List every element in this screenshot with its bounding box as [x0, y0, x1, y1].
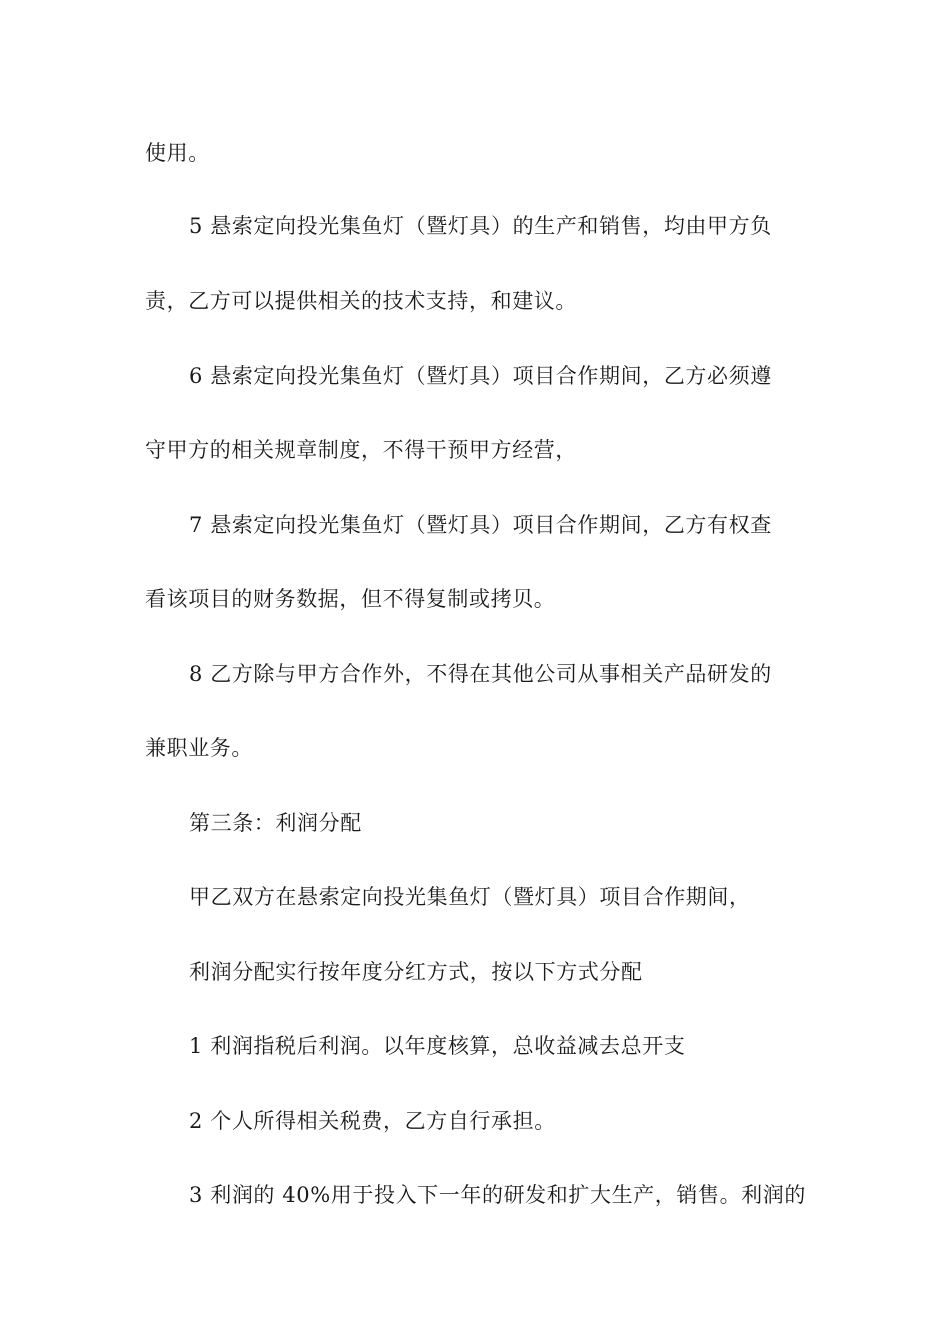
clause-5-line-2: 责，乙方可以提供相关的技术支持，和建议。: [145, 289, 577, 313]
text-line: 使用。: [145, 141, 210, 165]
clause-6-line-2: 守甲方的相关规章制度，不得干预甲方经营，: [145, 438, 577, 462]
profit-item-1: 1 利润指税后利润。以年度核算，总收益减去总开支: [189, 1034, 686, 1058]
paragraph-line: 甲乙双方在悬索定向投光集鱼灯（暨灯具）项目合作期间，: [189, 885, 751, 909]
clause-6-line-1: 6 悬索定向投光集鱼灯（暨灯具）项目合作期间，乙方必须遵: [189, 364, 772, 388]
clause-7-line-1: 7 悬索定向投光集鱼灯（暨灯具）项目合作期间，乙方有权查: [189, 513, 772, 537]
section-heading: 第三条：利润分配: [189, 811, 362, 835]
paragraph-line: 利润分配实行按年度分红方式，按以下方式分配: [189, 960, 643, 984]
clause-7-line-2: 看该项目的财务数据，但不得复制或拷贝。: [145, 587, 556, 611]
clause-8-line-1: 8 乙方除与甲方合作外，不得在其他公司从事相关产品研发的: [189, 662, 772, 686]
profit-item-3: 3 利润的 40%用于投入下一年的研发和扩大生产，销售。利润的: [189, 1183, 806, 1207]
clause-8-line-2: 兼职业务。: [145, 736, 253, 760]
profit-item-2: 2 个人所得相关税费，乙方自行承担。: [189, 1109, 556, 1133]
clause-5-line-1: 5 悬索定向投光集鱼灯（暨灯具）的生产和销售，均由甲方负: [189, 214, 772, 238]
